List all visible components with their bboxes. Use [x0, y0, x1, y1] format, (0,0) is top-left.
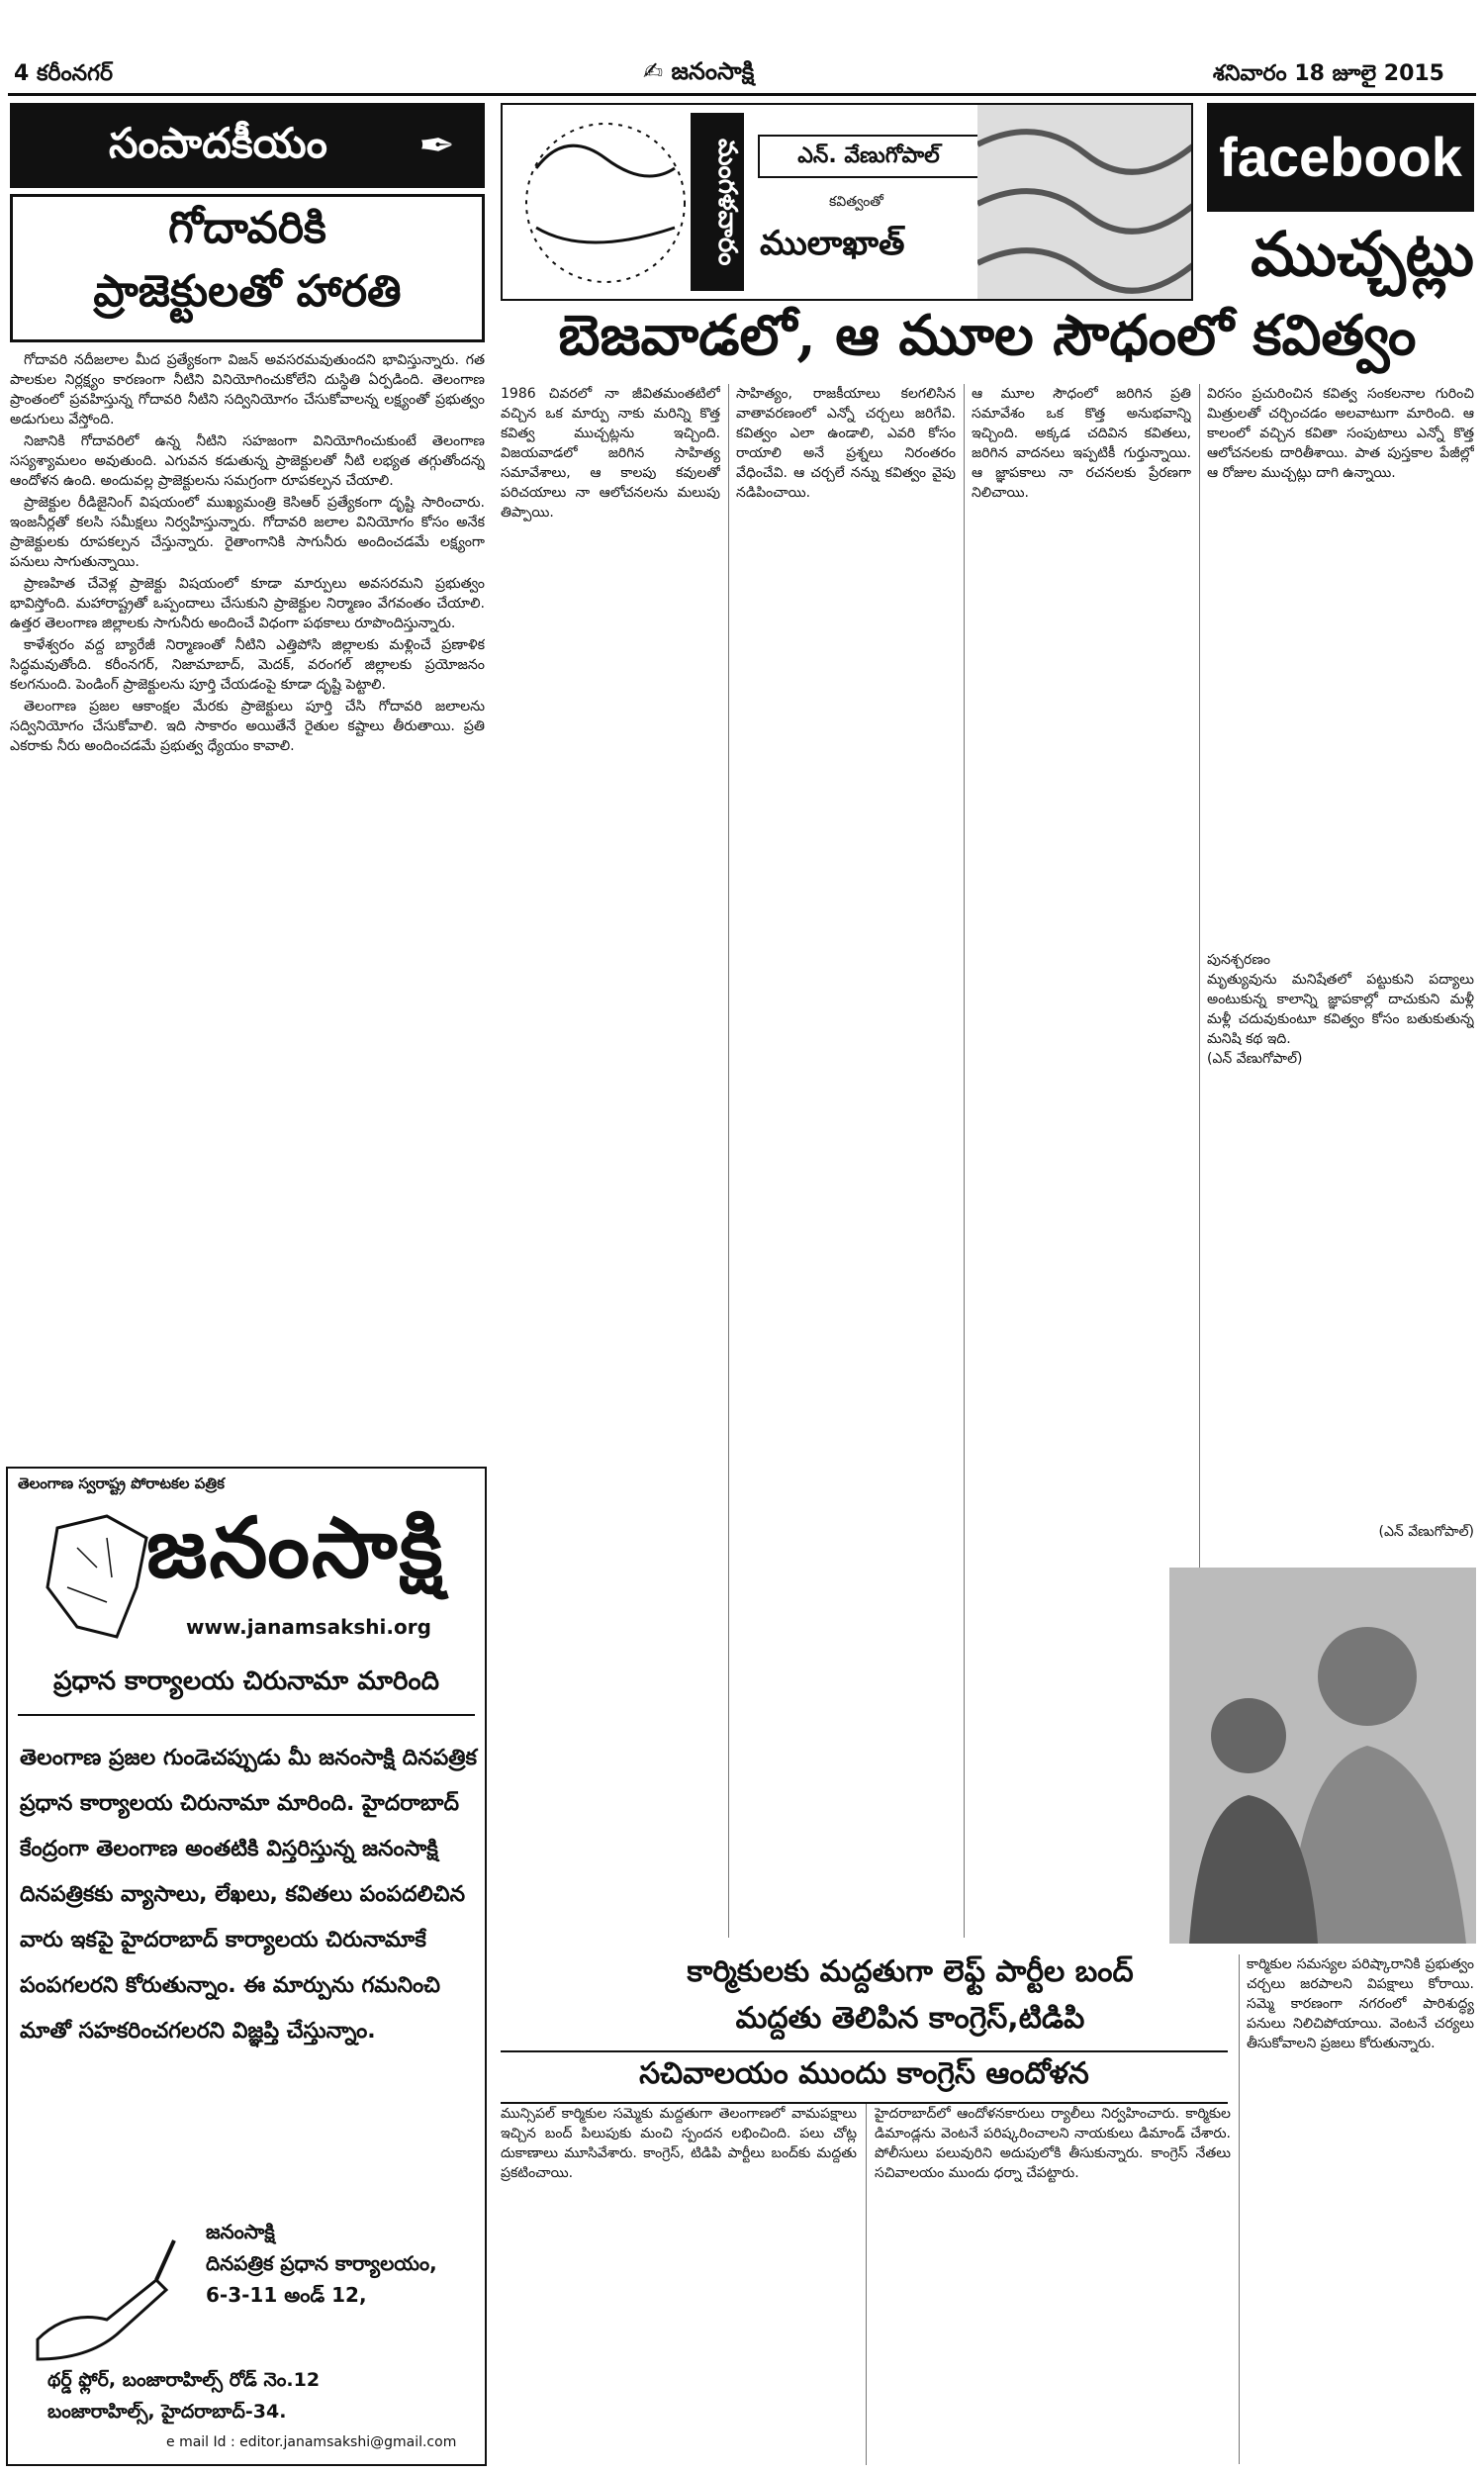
feature-author: ఎన్‌. వేణుగోపాల్‌ — [758, 135, 979, 178]
editorial-label-box — [10, 103, 485, 188]
feature-banner — [501, 103, 1193, 301]
address-change-notice — [6, 1467, 487, 2466]
editorial-paragraph: గోదావరి నదీజలాల మీద ప్రత్యేకంగా విజన్‌ అవసరమవుతుందని భావిస్తున్నారు. గత పాలకుల నిర్లక్ష్యం కారణంగా నీటిని వినియోగించుకోలేని దుస్థితి ఏర్పడింది. తెలంగాణ ప్రాంతంలో ప్రవహిస్తున్న గోదావరి నీటిని సద్వినియోగం చేసుకోవాలన్న లక్ష్యంతో ప్రభుత్వం అడుగులు వేస్తోంది. — [10, 352, 485, 428]
address-line2: థర్డ్‌ ఫ్లోర్‌, బంజారాహిల్స్‌ రోడ్‌ నెం.12 — [47, 2369, 321, 2391]
header-rule — [8, 93, 1476, 96]
promo-tagline: తెలంగాణ స్వరాష్ట్ర పోరాటకల పత్రిక — [18, 1475, 225, 1492]
logo-name: జనంసాక్షి — [146, 1498, 445, 1596]
logo-url[interactable]: www.janamsakshi.org — [186, 1615, 431, 1639]
feature-column-4: విరసం ప్రచురించిన కవిత్వ సంకలనాల గురించి మిత్రులతో చర్చించడం అలవాటుగా మారింది. ఆ కాలంలో వచ్చిన కవితా సంపుటాలు ఎన్నో కొత్త ఆలోచనలకు దారితీశాయి. పాత పుస్తకాల పేజీల్లో ఆ రోజుల ముచ్చట్లు దాగి ఉన్నాయి. — [1207, 386, 1474, 481]
editorial-body — [10, 350, 485, 1454]
feature-mulakhat: ములాఖాత్‌ — [760, 224, 905, 263]
feature-column-3: ఆ మూల సౌధంలో జరిగిన ప్రతి సమావేశం ఒక కొత్త అనుభవాన్ని ఇచ్చింది. అక్కడ చదివిన కవితలు, జరిగిన వాదనలు ఇప్పటికీ గుర్తున్నాయి. ఆ జ్ఞాపకాలు నా రచనలకు ప్రేరణగా నిలిచాయి. — [972, 386, 1191, 501]
decorative-pattern — [977, 105, 1193, 301]
office-address — [206, 2216, 473, 2311]
pen-icon: ✒ — [418, 121, 455, 171]
news-column-3: కార్మికుల సమస్యల పరిష్కారానికి ప్రభుత్వం చర్చలు జరపాలని విపక్షాలు కోరాయి. సమ్మె కారణంగా నగరంలో పారిశుద్ధ్య పనులు నిలిచిపోయాయి. వెంటనే చర్యలు తీసుకోవాలని ప్రజలు కోరుతున్నారు. — [1247, 1956, 1474, 2051]
hand-lettered-art — [507, 109, 704, 297]
column-divider — [964, 384, 965, 1938]
facebook-subtitle: ముచ్చట్లు — [1251, 218, 1474, 290]
news-headline-1: కార్మికులకు మద్దతుగా లెఫ్ట్‌ పార్టీల బంద్‌ — [687, 1954, 1134, 1989]
address-line1: 6-3-11 అండ్‌ 12, — [206, 2283, 367, 2307]
editorial-paragraph: ప్రాజెక్టుల రీడిజైనింగ్‌ విషయంలో ముఖ్యమంత్రి కెసిఆర్‌ ప్రత్యేకంగా దృష్టి సారించారు. ఇంజనీర్లతో కలసి సమీక్షలు నిర్వహిస్తున్నారు. గోదావరి జలాల వినియోగం కోసం అనేక ప్రాజెక్టులకు రూపకల్పన చేస్తున్నారు. రైతాంగానికి సాగునీరు అందించడమే లక్ష్యంగా పనులు సాగుతున్నాయి. — [10, 495, 485, 570]
office-email[interactable]: e mail Id : editor.janamsakshi@gmail.com — [166, 2434, 457, 2450]
news-headline-2: మద్దతు తెలిపిన కాంగ్రెస్‌,టిడిపి — [735, 2001, 1085, 2036]
masthead-small: ✍ జనంసాక్షి — [643, 57, 755, 85]
editorial-paragraph: తెలంగాణ ప్రజల ఆకాంక్షల మేరకు ప్రాజెక్టులు పూర్తి చేసి గోదావరి జలాలను సద్వినియోగం చేసుకోవాలి. ఇది సాకారం అయితేనే రైతుల కష్టాలు తీరుతాయి. ప్రతి ఎకరాకు నీరు అందించడమే ప్రభుత్వ ధ్యేయం కావాలి. — [10, 699, 485, 754]
address-name: జనంసాక్షి — [206, 2220, 275, 2243]
facebook-label: facebook — [1207, 103, 1474, 212]
editorial-title-line2: ప్రాజెక్టులతో హారతి — [93, 266, 402, 317]
masthead-text: జనంసాక్షి — [671, 57, 755, 85]
news-headline-3: సచివాలయం ముందు కాంగ్రెస్‌ ఆందోళన — [501, 2050, 1228, 2104]
news-column-1: మున్సిపల్‌ కార్మికుల సమ్మెకు మద్దతుగా తెలంగాణలో వామపక్షాలు ఇచ్చిన బంద్‌ పిలుపుకు మంచి స్పందన లభించింది. పలు చోట్ల దుకాణాలు మూసివేశారు. కాంగ్రెస్‌, టిడిపి పార్టీలు బంద్‌కు మద్దతు ప్రకటించాయి. — [501, 2106, 857, 2181]
feature-column-2: సాహిత్యం, రాజకీయాలు కలగలిసిన వాతావరణంలో ఎన్నో చర్చలు జరిగేవి. కవిత్వం ఎలా ఉండాలి, ఎవరి కోసం రాయాలి అనే ప్రశ్నలు నిరంతరం వేధించేవి. ఆ చర్చలే నన్ను కవిత్వం వైపు నడిపించాయి. — [736, 386, 956, 501]
edition-name: కరీంనగర్ — [36, 61, 113, 86]
editorial-paragraph: కాళేశ్వరం వద్ద బ్యారేజీ నిర్మాణంతో నీటిని ఎత్తిపోసి జిల్లాలకు మళ్లించే ప్రణాళిక సిద్ధమవుతోంది. కరీంనగర్‌, నిజామాబాద్‌, మెదక్‌, వరంగల్‌ జిల్లాలకు ప్రయోజనం కలగనుంది. పెండింగ్‌ ప్రాజెక్టులను పూర్తి చేయడంపై కూడా దృష్టి పెట్టాలి. — [10, 637, 485, 693]
feature-column-1: 1986 చివరలో నా జీవితమంతటిలో వచ్చిన ఒక మార్పు నాకు మరిన్ని కొత్త కవిత్వ ముచ్చట్లను ఇచ్చింది. విజయవాడలో జరిగిన సాహిత్య సమావేశాలు, ఆ కాలపు కవులతో పరిచయాలు నా ఆలోచనలను మలుపు తిప్పాయి. — [501, 386, 720, 521]
column-divider — [1239, 1954, 1240, 2464]
page-number: 4 — [14, 61, 30, 86]
address-tail — [47, 2364, 483, 2427]
column-divider — [728, 384, 729, 1938]
news-column-2: హైదరాబాద్‌లో ఆందోళనకారులు ర్యాలీలు నిర్వహించారు. కార్మికుల డిమాండ్లను వెంటనే పరిష్కరించాలని నాయకులు డిమాండ్‌ చేశారు. పోలీసులు పలువురిని అదుపులోకి తీసుకున్నారు. కాంగ్రెస్‌ నేతలు సచివాలయం ముందు ధర్నా చేపట్టారు. — [875, 2106, 1231, 2181]
editorial-title-line1: గోదావరికి — [168, 203, 326, 253]
editorial-title — [10, 194, 485, 342]
editorial-label: సంపాదకీయం — [109, 119, 327, 167]
vertical-weekday-label: మంగళవారం — [691, 113, 744, 291]
feature-headline: బెజవాడలో, ఆ మూల సౌధంలో కవిత్వం — [558, 303, 1417, 368]
photo-credit: (ఎన్‌ వేణుగోపాల్‌) — [1378, 1524, 1474, 1540]
feature-with-poetry: కవిత్వంతో — [829, 194, 883, 210]
janamsakshi-logo — [38, 1498, 463, 1647]
column-divider — [866, 2104, 867, 2465]
editorial-paragraph: నిజానికి గోదావరిలో ఉన్న నీటిని సహజంగా వినియోగించుకుంటే తెలంగాణ సస్యశ్యామలం అవుతుంది. ఎగువన కడుతున్న ప్రాజెక్టులతో నీటి లభ్యత తగ్గుతోందన్న ఆందోళన ఉంది. అందువల్ల ప్రాజెక్టులను సమగ్రంగా రూపకల్పన చేయాలి. — [10, 433, 485, 489]
page-header — [0, 0, 1484, 95]
author-photo — [1169, 1568, 1476, 1944]
address-office: దినపత్రిక ప్రధాన కార్యాలయం, — [206, 2251, 437, 2275]
notice-text: తెలంగాణ ప్రజల గుండెచప్పుడు మీ జనంసాక్షి దినపత్రిక ప్రధాన కార్యాలయ చిరునామా మారింది. హైదరాబాద్‌ కేంద్రంగా తెలంగాణ అంతటికి విస్తరిస్తున్న జనంసాక్షి దినపత్రికకు వ్యాసాలు, లేఖలు, కవితలు పంపదలిచిన వారు ఇకపై హైదరాబాద్‌ కార్యాలయ చిరునామాకే పంపగలరని కోరుతున్నాం. ఈ మార్పును గమనించి మాతో సహకరించగలరని విజ్ఞప్తి చేస్తున్నాం. — [20, 1746, 477, 2044]
page-number-edition — [14, 61, 113, 91]
editorial-paragraph: ప్రాణహిత చేవెళ్ల ప్రాజెక్టు విషయంలో కూడా మార్పులు అవసరమని ప్రభుత్వం భావిస్తోంది. మహారాష్ట్రతో ఒప్పందాలు చేసుకుని ప్రాజెక్టుల నిర్మాణం వేగవంతం చేయాలి. ఉత్తర తెలంగాణ జిల్లాలకు సాగునీరు అందించే విధంగా పథకాలు రూపొందిస్తున్నారు. — [10, 576, 485, 631]
notice-title: ప్రధాన కార్యాలయ చిరునామా మారింది — [18, 1666, 475, 1716]
feature-poem: పునశ్చరణం మృత్యువును మనిషేతలో పట్టుకుని పద్యాలు అంటుకున్న కాలాన్ని జ్ఞాపకాల్లో దాచుకుని మళ్లీ మళ్లీ చదువుకుంటూ కవిత్వం కోసం బతుకుతున్న మనిషి కథ ఇది. (ఎన్‌ వేణుగోపాల్‌) — [1207, 952, 1474, 1067]
issue-date: శనివారం 18 జూలై 2015 — [1212, 61, 1444, 86]
telangana-map-icon — [38, 1508, 156, 1647]
address-line3: బంజారాహిల్స్‌, హైదరాబాద్‌-34. — [47, 2401, 287, 2423]
writing-hand-icon — [28, 2221, 176, 2369]
